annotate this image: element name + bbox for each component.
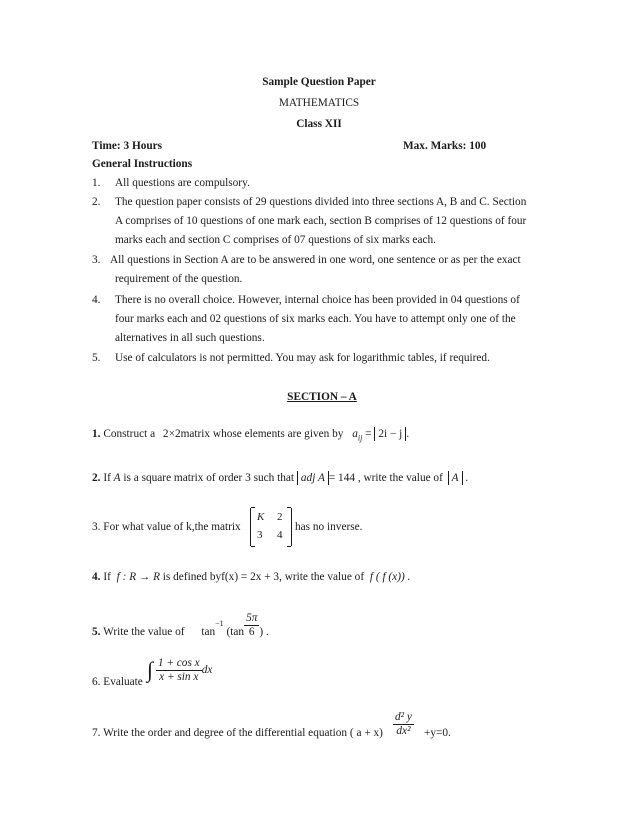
- math-expression: f : R → R: [116, 571, 160, 583]
- question-text: Construct a: [103, 428, 156, 440]
- question-7-derivative: [393, 711, 414, 738]
- question-text: If: [103, 571, 111, 583]
- absolute-value-expression: adj A: [297, 471, 329, 485]
- paper-title: Sample Question Paper: [262, 76, 376, 88]
- question-number: 4.: [92, 571, 101, 583]
- question-period: .: [406, 428, 410, 440]
- absolute-value-expression: 2i − j: [374, 427, 406, 441]
- instruction-line: alternatives in all such questions.: [115, 332, 265, 344]
- math-function: tan: [201, 626, 216, 639]
- integral-sign: ∫: [147, 657, 154, 682]
- fraction: [393, 711, 414, 738]
- instruction-line: Use of calculators is not permitted. You may ask for logarithmic tables, if required.: [115, 352, 490, 364]
- fraction-denominator: 6: [248, 625, 255, 638]
- question-text: , write the value of: [357, 472, 443, 484]
- instruction-line: There is no overall choice. However, internal choice has been provided in 04 questions of: [115, 294, 520, 306]
- instruction-line: The question paper consists of 29 questions divided into three sections A, B and C. Section: [115, 196, 527, 208]
- instruction-number: 4.: [92, 294, 101, 306]
- instruction-number: 5.: [92, 352, 101, 364]
- class-title: Class XII: [296, 118, 342, 130]
- instruction-number: 1.: [92, 177, 101, 189]
- math-superscript: −1: [215, 619, 224, 629]
- matrix-cell: 4: [277, 529, 283, 541]
- matrix-cell: K: [257, 511, 265, 523]
- question-period: .: [465, 472, 469, 484]
- section-a-heading: SECTION – A: [287, 391, 357, 403]
- instruction-line: A comprises of 10 questions of one mark each, section B comprises of 12 questions of four: [115, 215, 527, 227]
- question-3-text: 3. For what value of k,the matrix: [92, 521, 241, 533]
- instructions-heading: General Instructions: [92, 158, 193, 170]
- math-equals: = 144: [328, 472, 355, 484]
- math-variable: a: [352, 428, 358, 440]
- time-label: Time: 3 Hours: [92, 140, 163, 152]
- max-marks-label: Max. Marks: 100: [403, 140, 487, 152]
- question-text: is defined byf(x) = 2x + 3, write the value of: [162, 571, 365, 583]
- question-5: [92, 614, 269, 654]
- instruction-line: four marks each and 02 questions of six marks each. You have to attempt only one of the: [115, 313, 516, 325]
- instruction-line: requirement of the question.: [115, 273, 243, 285]
- question-4: [92, 571, 410, 583]
- instruction-line: marks each and section C comprises of 07 questions of six marks each.: [115, 234, 436, 246]
- question-7-text-end: +y=0.: [424, 727, 451, 739]
- fraction: [244, 612, 259, 639]
- fraction-numerator: d² y: [395, 711, 412, 723]
- question-6-integral: [147, 656, 213, 688]
- fraction-numerator: 1 + cos x: [157, 656, 200, 669]
- instruction-line: All questions are compulsory.: [115, 177, 250, 189]
- subject-title: MATHEMATICS: [278, 97, 360, 109]
- matrix-cell: 2: [277, 511, 283, 523]
- fraction-denominator: dx²: [396, 724, 411, 737]
- matrix-cell: 3: [257, 529, 263, 541]
- question-6-text: 6. Evaluate: [92, 676, 143, 688]
- matrix: [250, 508, 292, 546]
- question-text: matrix whose elements are given by: [180, 428, 344, 440]
- instruction-number: 2.: [92, 196, 101, 208]
- matrix-dimension: 2×2: [162, 428, 181, 440]
- question-number: 1.: [92, 428, 101, 440]
- instruction-line: All questions in Section A are to be answered in one word, one sentence or as per the exact: [110, 254, 521, 266]
- absolute-value-expression: A: [448, 471, 463, 485]
- question-number: 2.: [92, 472, 101, 484]
- fraction-numerator: 5π: [246, 612, 258, 624]
- question-7-text: 7. Write the order and degree of the differential equation ( a + x): [92, 727, 383, 739]
- math-differential: dx: [201, 664, 213, 676]
- math-text: (tan: [226, 626, 245, 639]
- instruction-number: 3.: [92, 254, 101, 266]
- question-2: [92, 471, 468, 485]
- fraction: [156, 657, 202, 684]
- math-expression: f ( f (x)) .: [369, 571, 411, 583]
- math-subscript: ij: [357, 433, 363, 443]
- question-text: is a square matrix of order 3 such that: [123, 472, 295, 484]
- question-1: [92, 427, 409, 442]
- question-text: Write the value of: [103, 626, 185, 639]
- fraction-denominator: x + sin x: [159, 670, 199, 683]
- question-number: 5.: [92, 626, 101, 639]
- question-text: If: [103, 472, 111, 484]
- math-equals: =: [362, 428, 375, 440]
- question-3-text-end: has no inverse.: [295, 521, 363, 533]
- math-text: ) .: [259, 626, 269, 639]
- math-variable: A: [113, 472, 121, 484]
